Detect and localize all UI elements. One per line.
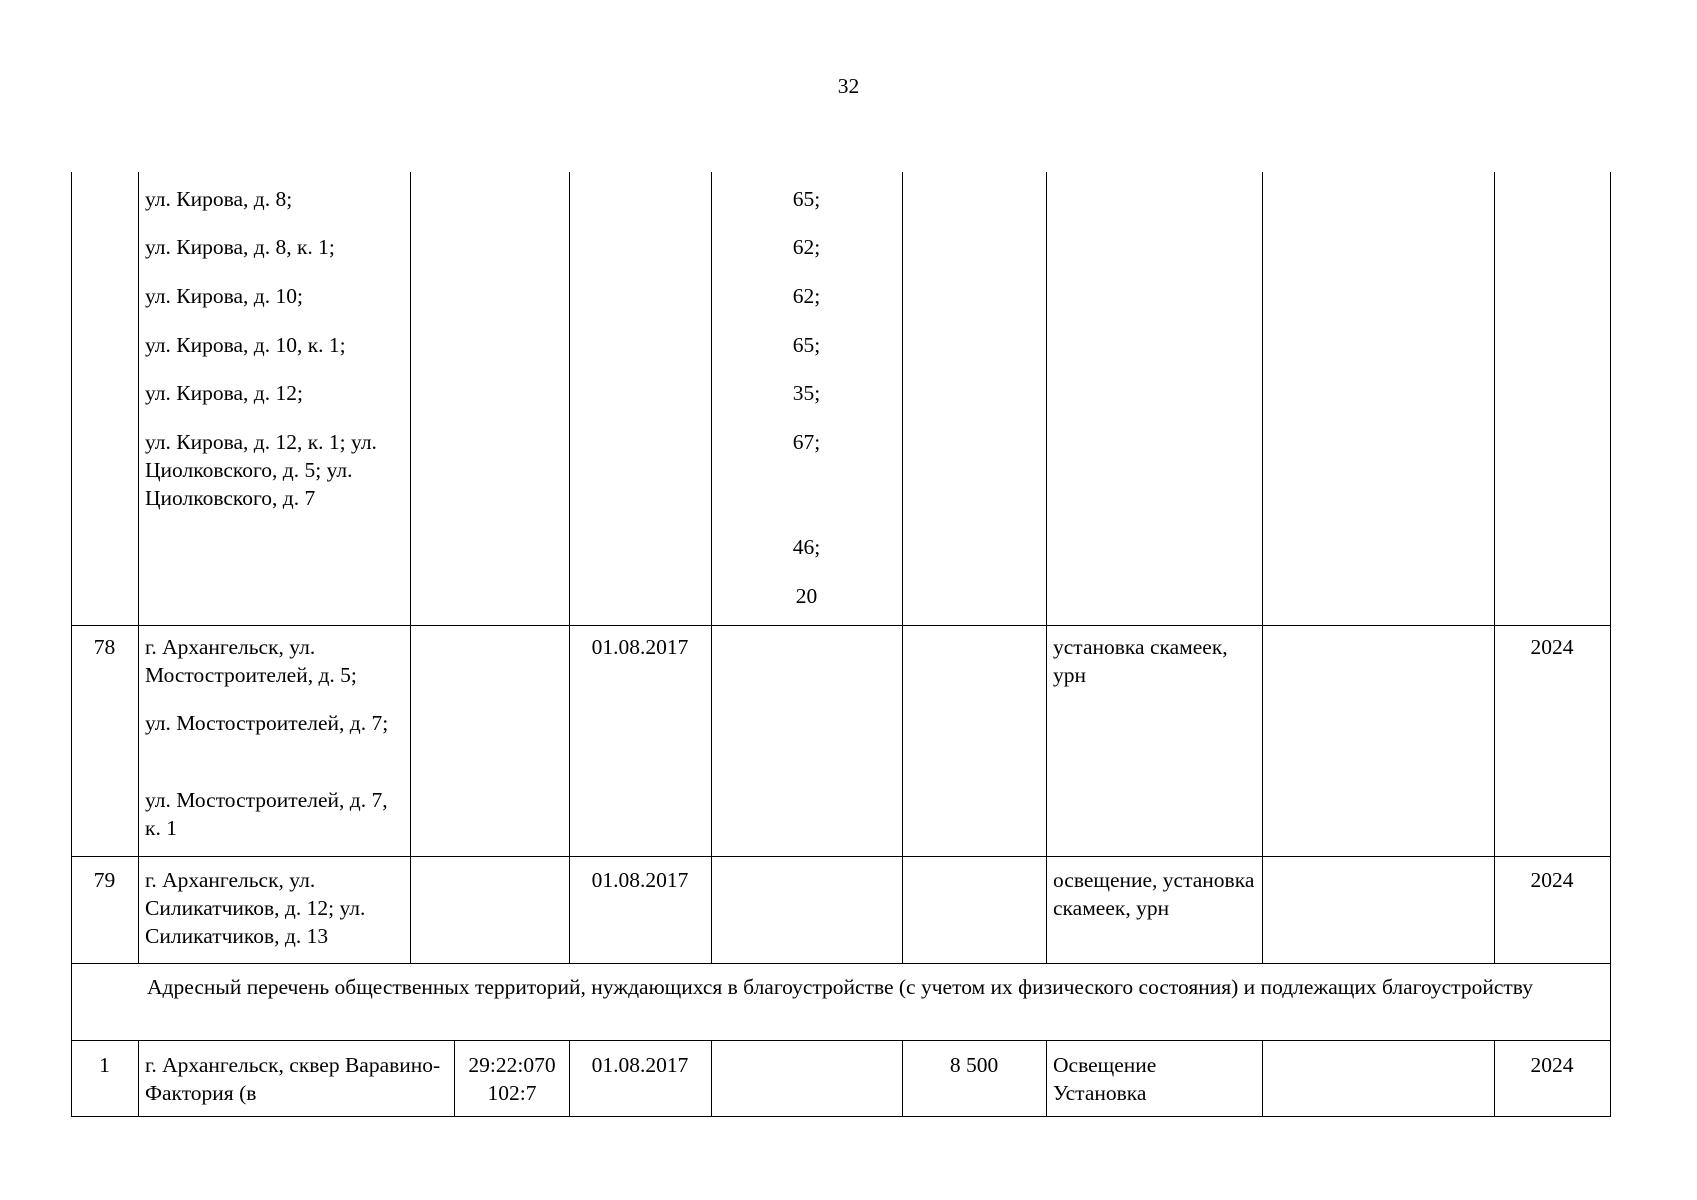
page-number: 32 <box>837 74 860 98</box>
address-entry: ул. Кирова, д. 12, к. 1; ул. Циолковского, д. 5; ул. Циолковского, д. 7 <box>145 430 377 510</box>
table-line <box>454 1040 455 1116</box>
row-date: 01.08.2017 <box>591 868 689 892</box>
section-heading: Адресный перечень общественных территорий, нуждающихся в благоустройстве (с учетом их физического состояния) и подлежащих благоустройству <box>147 975 1533 999</box>
table-line <box>71 1116 1611 1117</box>
table-line <box>71 1040 1611 1041</box>
number-entry: 46; <box>792 535 821 559</box>
row-number: 1 <box>99 1053 110 1077</box>
row-year: 2024 <box>1530 1053 1574 1077</box>
address-entry: г. Архангельск, ул. Мостостроителей, д. 5; <box>145 635 357 687</box>
address-entry: ул. Кирова, д. 12; <box>145 381 303 405</box>
table-line <box>1262 172 1263 964</box>
row-cadastral: 29:22:070 102:7 <box>468 1053 556 1105</box>
address-entry: ул. Кирова, д. 10; <box>145 284 303 308</box>
number-entry: 67; <box>792 430 821 454</box>
number-entry: 65; <box>792 187 821 211</box>
row-year: 2024 <box>1530 868 1574 892</box>
number-entry: 62; <box>792 284 821 308</box>
address-entry: ул. Кирова, д. 8, к. 1; <box>145 235 335 259</box>
table-line <box>71 963 1611 964</box>
table-line <box>71 856 1611 857</box>
number-entry: 62; <box>792 235 821 259</box>
table-line <box>138 1040 139 1116</box>
row-area: 8 500 <box>949 1053 999 1077</box>
row-works: освещение, установка скамеек, урн <box>1053 868 1255 920</box>
number-entry: 65; <box>792 333 821 357</box>
row-address: г. Архангельск, сквер Варавино-Фактория (в <box>145 1053 441 1105</box>
row-works: Освещение Установка <box>1053 1053 1157 1105</box>
table-line <box>410 172 411 964</box>
row-number: 78 <box>93 635 116 659</box>
row-works: установка скамеек, урн <box>1053 635 1228 687</box>
table-line <box>902 172 903 964</box>
address-entry: ул. Мостостроителей, д. 7, к. 1 <box>145 788 388 840</box>
row-date: 01.08.2017 <box>591 1053 689 1077</box>
table-line <box>569 172 570 964</box>
table-line <box>1046 1040 1047 1116</box>
address-entry: ул. Мостостроителей, д. 7; <box>145 711 389 735</box>
number-entry: 20 <box>795 584 818 608</box>
row-year: 2024 <box>1530 635 1574 659</box>
table-line <box>1046 172 1047 964</box>
table-line <box>138 172 139 964</box>
number-entry: 35; <box>792 381 821 405</box>
row-date: 01.08.2017 <box>591 635 689 659</box>
table-line <box>711 1040 712 1116</box>
address-entry: ул. Кирова, д. 8; <box>145 187 293 211</box>
address-entry: ул. Кирова, д. 10, к. 1; <box>145 333 346 357</box>
table-line <box>1494 172 1495 964</box>
table-line <box>1262 1040 1263 1116</box>
table-line <box>71 625 1611 626</box>
row-number: 79 <box>93 868 116 892</box>
table-line <box>1610 172 1611 1116</box>
row-address: г. Архангельск, ул. Силикатчиков, д. 12; ул. Силикатчиков, д. 13 <box>145 868 366 948</box>
